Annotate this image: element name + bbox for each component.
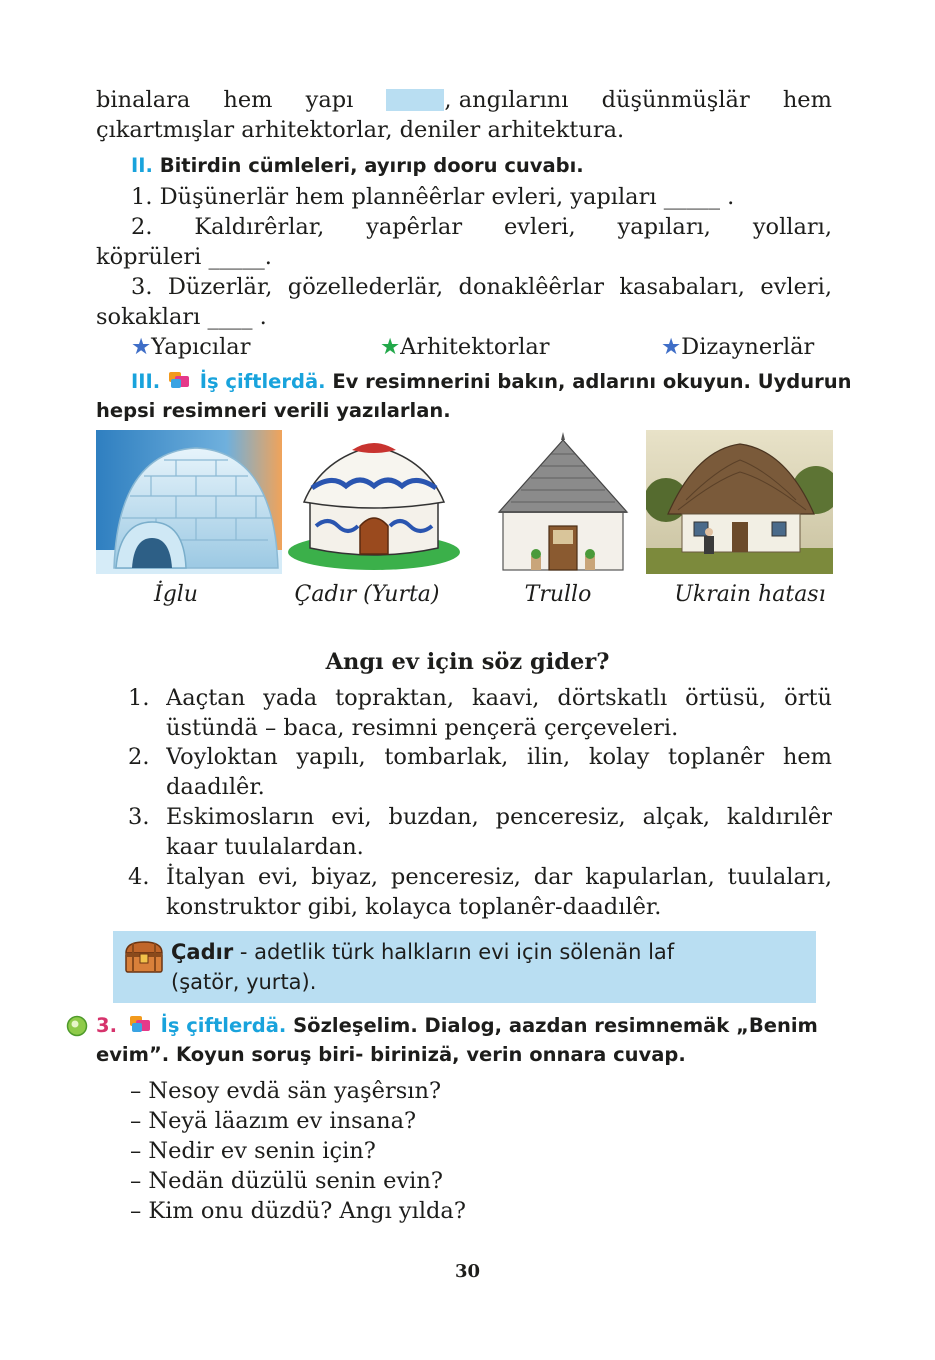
intro-line-2: çıkartmışlar arhitektorlar, deniler arhitektura. — [96, 117, 625, 143]
option-arhitektorlar — [380, 332, 550, 362]
item-line-2: daadılêr. — [166, 774, 265, 800]
green-dot-icon — [66, 1015, 96, 1037]
dialog-line-1: – Nesoy evdä sän yaşêrsın? — [130, 1078, 442, 1104]
item-line-1: Eskimosların evi, buzdan, penceresiz, alçak, kaldırılêr — [166, 804, 832, 830]
item-line-1: Voyloktan yapılı, tombarlak, ilin, kolay toplanêr hem — [166, 744, 832, 770]
star-icon: ★ — [131, 334, 152, 360]
treasure-chest-icon — [123, 939, 165, 975]
caption-ukrainian-hut: Ukrain hatası — [674, 582, 826, 607]
intro-word: yapı — [305, 87, 354, 113]
pair-work-icon — [167, 369, 193, 391]
option-yapicilar — [131, 332, 250, 362]
task-3-heading-line-1 — [131, 367, 852, 396]
trullo-picture — [493, 430, 633, 574]
option-dizaynerlar — [661, 332, 814, 362]
task-2-numeral: II. — [131, 154, 153, 177]
question-title: Angı ev için söz gider? — [325, 649, 610, 675]
item-number: 1. — [128, 685, 150, 711]
fill-in-blank — [386, 89, 444, 111]
item-number: 3. — [128, 804, 150, 830]
dialog-line-5: – Kim onu düzdü? Angı yılda? — [130, 1198, 466, 1224]
option-label: Dizaynerlär — [681, 334, 815, 360]
dialog-line-2: – Neyä läazım ev insana? — [130, 1108, 417, 1134]
task-2-heading — [131, 151, 584, 180]
option-label: Arhitektorlar — [400, 334, 550, 360]
ukrainian-hut-picture — [646, 430, 833, 574]
intro-word: hem — [782, 87, 832, 113]
sentence-3-line-1 — [96, 272, 832, 302]
item-number: 4. — [128, 864, 150, 890]
vocabulary-note — [113, 931, 816, 1003]
task-3-numeral: III. — [131, 370, 161, 393]
sentence-2 — [96, 212, 832, 272]
sentence-1: 1. Düşünerlär hem plannêêrlar evleri, yapıları _____ . — [131, 184, 735, 210]
intro-word: binalara — [96, 87, 191, 113]
note-term: Çadır — [171, 940, 234, 964]
caption-trullo: Trullo — [524, 582, 592, 607]
sentence-2-line-2: köprüleri _____. — [96, 244, 272, 270]
caption-igloo: İglu — [154, 582, 198, 607]
task-4-number: 3. — [96, 1014, 117, 1037]
star-icon: ★ — [661, 334, 682, 360]
note-definition: - adetlik türk halkların evi için sölenän laf — [233, 940, 675, 964]
item-number: 2. — [128, 744, 150, 770]
dialog-line-3: – Nedir ev senin için? — [130, 1138, 376, 1164]
task-4-heading-line-2: evim”. Koyun soruş biri- birinizä, verin onnara cuvap. — [96, 1043, 686, 1066]
intro-line-1 — [96, 85, 832, 115]
page-number: 30 — [454, 1261, 481, 1282]
task-2-title: Bitirdin cümleleri, ayırıp dooru cuvabı. — [159, 154, 584, 177]
item-line-2: üstündä – baca, resimni pençerä çerçeveleri. — [166, 715, 679, 741]
item-line-2: kaar tuulalardan. — [166, 834, 364, 860]
option-label: Yapıcılar — [151, 334, 251, 360]
note-text — [171, 937, 811, 997]
igloo-picture — [96, 430, 282, 574]
intro-paragraph — [96, 85, 832, 145]
task-3-pair-label: İş çiftlerdä. — [199, 370, 326, 393]
pair-work-icon — [128, 1013, 154, 1035]
sentence-3-line-2: sokakları ____ . — [96, 304, 267, 330]
sentence-2-line-1 — [96, 212, 832, 242]
sentence-2-text: 2. Kaldırêrlar, yapêrlar evleri, yapıları, yolları, — [131, 214, 832, 240]
task-3-heading-line-2: hepsi resimneri verili yazılarlan. — [96, 399, 451, 422]
task-4-heading-line-1 — [96, 1011, 818, 1040]
item-line-1: Aaçtan yada topraktan, kaavi, dörtskatlı örtüsü, örtü — [166, 685, 832, 711]
task-4-pair-label: İş çiftlerdä. — [160, 1014, 287, 1037]
item-line-1: İtalyan evi, biyaz, penceresiz, dar kapularlan, tuulaları, — [166, 864, 832, 890]
note-line-1 — [171, 937, 811, 967]
caption-yurt: Çadır (Yurta) — [294, 582, 440, 607]
intro-blank-with-word — [386, 85, 568, 115]
item-line-2: konstruktor gibi, kolayca toplanêr-daadılêr. — [166, 894, 662, 920]
dialog-line-4: – Nedän düzülü senin evin? — [130, 1168, 443, 1194]
intro-word: düşünmüşlär — [601, 87, 750, 113]
task-4-text: Sözleşelim. Dialog, aazdan resimnemäk „Benim — [286, 1014, 818, 1037]
note-line-2: (şatör, yurta). — [171, 970, 317, 994]
task-3-text: Ev resimnerini bakın, adlarını okuyun. Uydurun — [325, 370, 852, 393]
sentence-3 — [96, 272, 832, 332]
task-4-marker — [66, 1015, 96, 1037]
sentence-3-text: 3. Düzerlär, gözellederlär, donaklêêrlar kasabaları, evleri, — [131, 274, 832, 300]
intro-word: , angılarını — [444, 87, 569, 113]
star-icon: ★ — [380, 334, 401, 360]
intro-word: hem — [223, 87, 273, 113]
yurt-picture — [282, 430, 467, 574]
